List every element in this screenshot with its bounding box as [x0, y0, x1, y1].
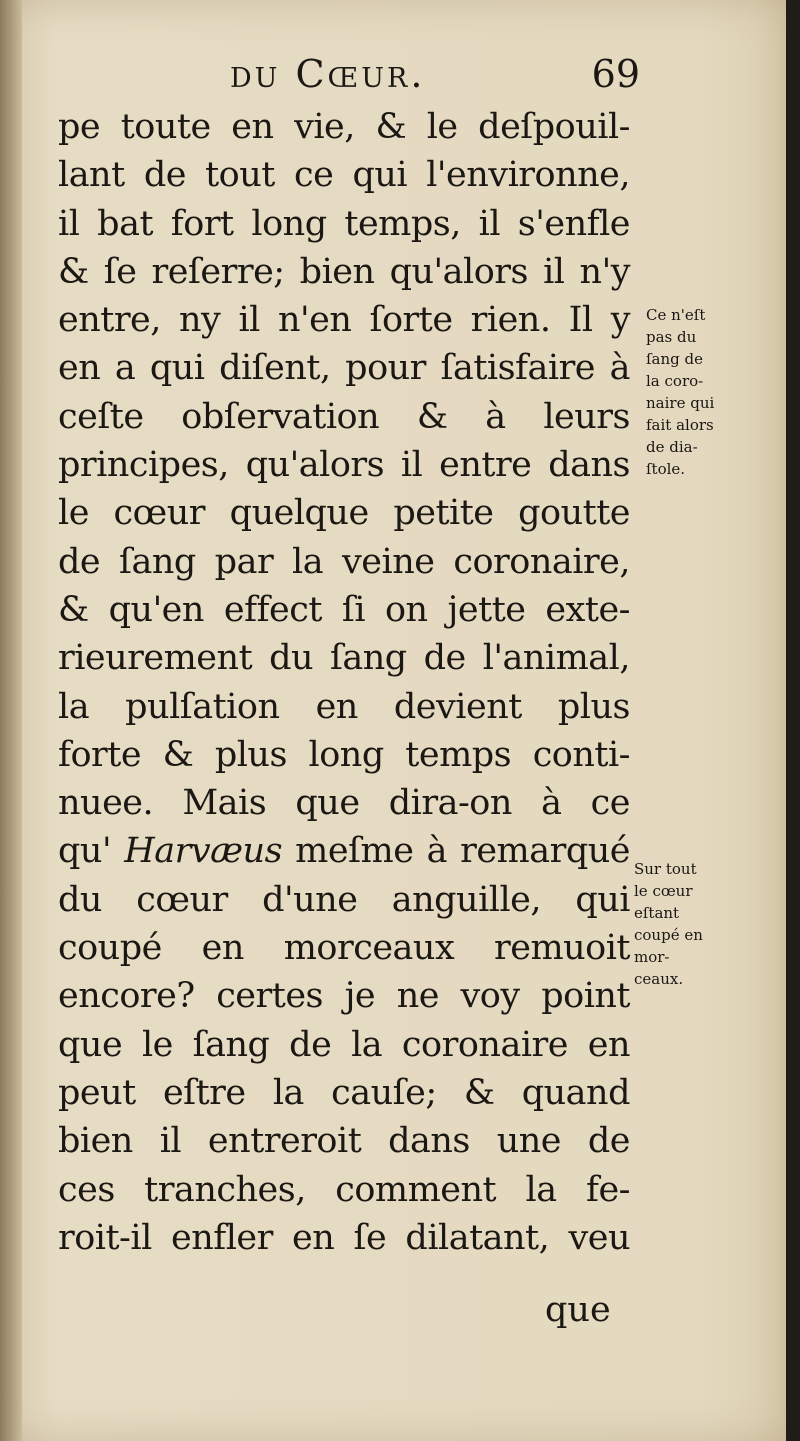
margin-note-line: eſtant	[634, 904, 680, 922]
margin-note-line: de dia-	[646, 438, 698, 456]
text-segment: qu'	[58, 831, 125, 872]
text-line: ces tranches, comment la fe-	[58, 1169, 630, 1210]
text-line: roit-il enfler en ſe dilatant, veu	[58, 1217, 630, 1258]
margin-note-line: le cœur	[634, 882, 693, 900]
page-gutter	[0, 0, 22, 1441]
text-line: principes, qu'alors il entre dans	[58, 445, 630, 486]
catchword: que	[545, 1290, 611, 1330]
text-segment: meſme à remarqué	[282, 831, 631, 872]
text-line: encore? certes je ne voy point	[58, 976, 630, 1017]
text-line: entre, ny il n'en ſorte rien. Il y	[58, 300, 630, 341]
page-edge	[786, 0, 800, 1441]
text-line: de ſang par la veine coronaire,	[58, 541, 630, 582]
text-line-harvaeus	[58, 827, 630, 875]
author-name-italic: Harvæus	[124, 831, 283, 872]
running-head: du Cœur.	[230, 52, 426, 96]
margin-note-line: Sur tout	[634, 860, 697, 878]
text-line: coupé en morceaux remuoit	[58, 928, 630, 969]
text-line: en a qui diſent, pour ſatisfaire à	[58, 348, 630, 389]
text-line: lant de tout ce qui l'environne,	[58, 155, 630, 196]
margin-note-line: coupé en	[634, 926, 703, 944]
text-line: forte & plus long temps conti-	[58, 734, 630, 775]
margin-note-line: ceaux.	[634, 970, 684, 988]
margin-note-line: mor-	[634, 948, 670, 966]
margin-note-line: fait alors	[646, 416, 714, 434]
text-line: la pulſation en devient plus	[58, 686, 630, 727]
margin-note-line: naire qui	[646, 394, 715, 412]
text-line: nuee. Mais que dira-on à ce	[58, 783, 630, 824]
main-text	[58, 103, 630, 1262]
text-line: le cœur quelque petite goutte	[58, 493, 630, 534]
text-line: & qu'en effect ſi on jette exte-	[58, 589, 630, 630]
text-line: peut eſtre la cauſe; & quand	[58, 1072, 630, 1113]
text-line: rieurement du ſang de l'animal,	[58, 638, 630, 679]
margin-note-heart-pieces	[634, 858, 744, 990]
text-line: il bat fort long temps, il s'enfle	[58, 203, 630, 244]
page-number: 69	[591, 52, 640, 96]
text-line: ceſte obſervation & à leurs	[58, 396, 630, 437]
margin-note-line: Ce n'eſt	[646, 306, 706, 324]
text-line: du cœur d'une anguille, qui	[58, 879, 630, 920]
text-line: bien il entreroit dans une de	[58, 1121, 630, 1162]
text-line: & ſe reſerre; bien qu'alors il n'y	[58, 251, 630, 292]
margin-note-line: ſtole.	[646, 460, 686, 478]
text-line: pe toute en vie, & le deſpouil-	[58, 107, 630, 147]
margin-note-coronary	[646, 304, 756, 480]
margin-note-line: pas du	[646, 328, 697, 346]
margin-note-line: la coro-	[646, 372, 704, 390]
text-line: que le ſang de la coronaire en	[58, 1024, 630, 1065]
margin-note-line: ſang de	[646, 350, 704, 368]
